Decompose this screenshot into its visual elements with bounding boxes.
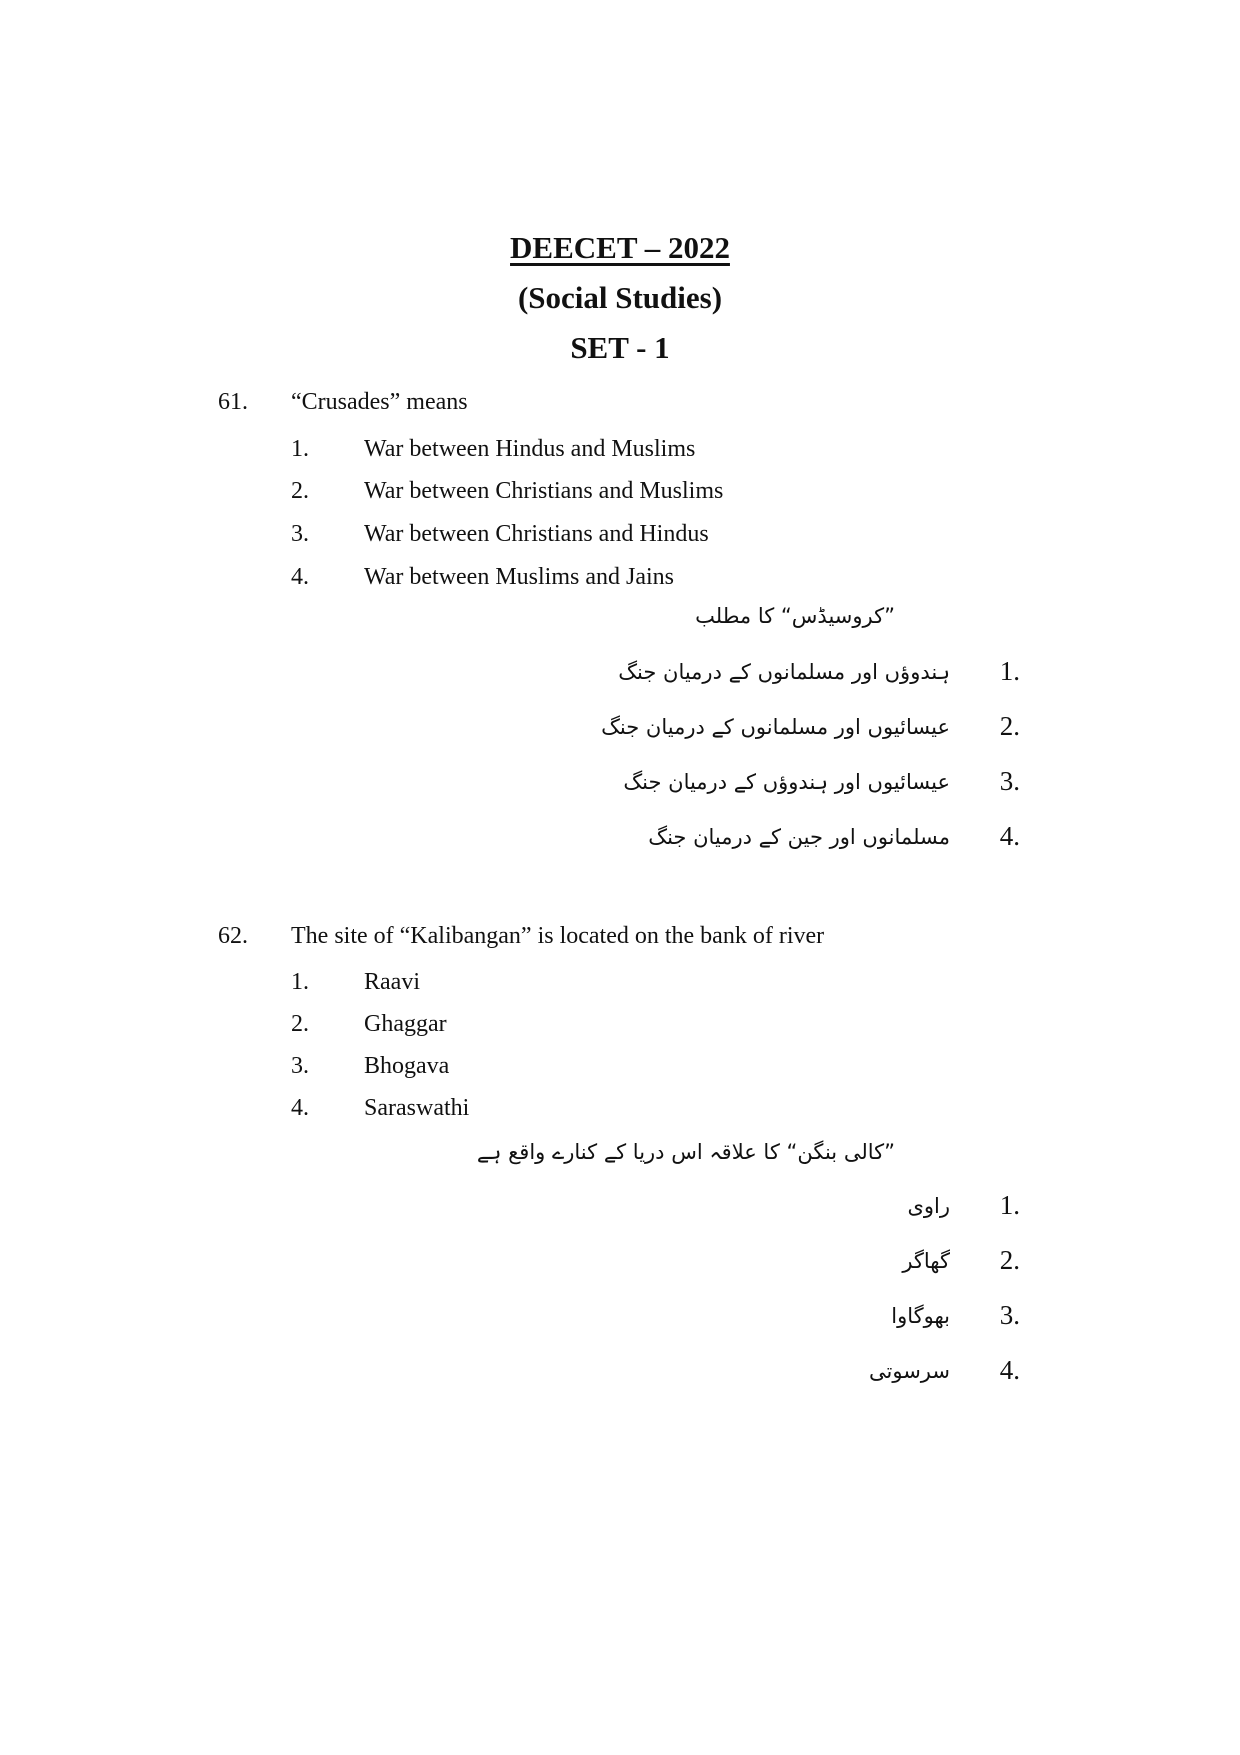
option-text: War between Christians and Muslims — [364, 478, 724, 504]
urdu-option-number: 2. — [999, 711, 1020, 741]
question-number: 61. — [218, 389, 248, 415]
exam-set: SET - 1 — [570, 330, 670, 365]
option-number: 1. — [291, 969, 309, 995]
urdu-option-text: مسلمانوں اور جین کے درمیان جنگ — [648, 825, 950, 849]
option-text: War between Christians and Hindus — [364, 521, 709, 547]
urdu-option-number: 3. — [999, 766, 1020, 796]
option-text: Bhogava — [364, 1053, 450, 1079]
question-text: The site of “Kalibangan” is located on the bank of river — [291, 923, 825, 949]
question-text: “Crusades” means — [291, 389, 468, 415]
urdu-option-text: عیسائیوں اور مسلمانوں کے درمیان جنگ — [601, 715, 950, 739]
urdu-question-text: ”کروسیڈس“ کا مطلب — [695, 604, 895, 628]
option-number: 4. — [291, 1095, 309, 1121]
urdu-option-text: سرسوتی — [869, 1359, 950, 1383]
urdu-option-text: گھاگر — [902, 1249, 950, 1273]
urdu-option-number: 1. — [999, 656, 1020, 686]
urdu-option-number: 4. — [999, 821, 1020, 851]
option-number: 3. — [291, 521, 309, 547]
urdu-option-number: 2. — [999, 1245, 1020, 1275]
urdu-option-number: 4. — [999, 1355, 1020, 1385]
exam-title: DEECET – 2022 — [510, 230, 730, 265]
question-number: 62. — [218, 923, 248, 949]
exam-subject: (Social Studies) — [517, 280, 723, 315]
option-number: 3. — [291, 1053, 309, 1079]
option-number: 4. — [291, 564, 309, 590]
urdu-option-text: بھوگاوا — [891, 1304, 950, 1328]
option-text: Saraswathi — [364, 1095, 470, 1121]
urdu-option-number: 1. — [999, 1190, 1020, 1220]
option-text: War between Muslims and Jains — [364, 564, 675, 590]
urdu-option-text: راوی — [907, 1194, 950, 1218]
urdu-option-number: 3. — [999, 1300, 1020, 1330]
urdu-option-text: ہندوؤں اور مسلمانوں کے درمیان جنگ — [618, 660, 950, 684]
option-text: Raavi — [364, 969, 420, 995]
urdu-option-text: عیسائیوں اور ہندوؤں کے درمیان جنگ — [623, 770, 950, 794]
option-text: War between Hindus and Muslims — [364, 436, 696, 462]
option-number: 1. — [291, 436, 309, 462]
option-text: Ghaggar — [364, 1011, 447, 1037]
option-number: 2. — [291, 478, 309, 504]
urdu-question-text: ”کالی بنگن“ کا علاقہ اس دریا کے کنارے واقع ہے — [476, 1140, 895, 1164]
option-number: 2. — [291, 1011, 309, 1037]
